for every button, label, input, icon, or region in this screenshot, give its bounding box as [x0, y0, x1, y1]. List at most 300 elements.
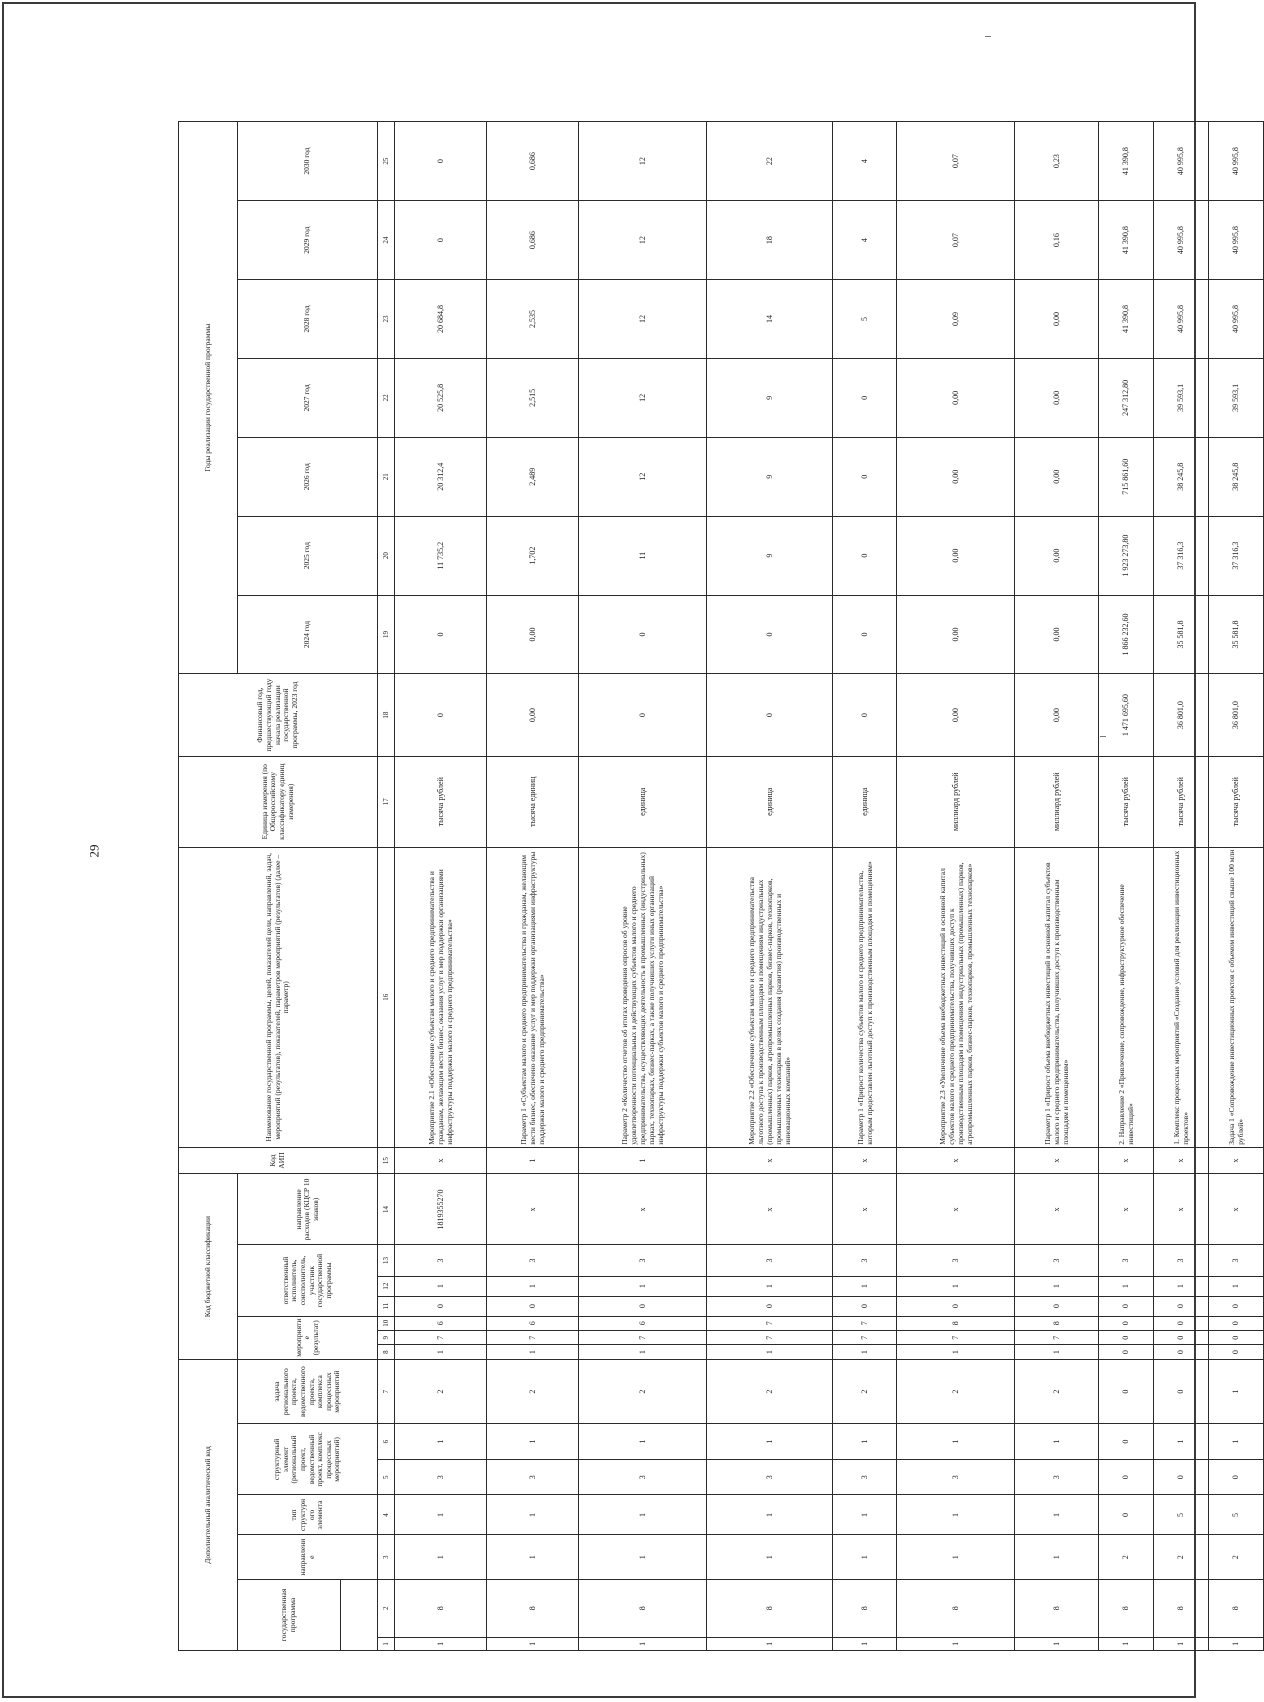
cell-struct-element-2: 1: [833, 1424, 897, 1460]
cell-year-value: 0,686: [487, 201, 579, 280]
cell-program: 8: [707, 1579, 833, 1637]
cell-year-value: 40 995,8: [1209, 201, 1264, 280]
cell-program: 8: [1099, 1579, 1154, 1637]
cell-struct-type: 1: [897, 1495, 1015, 1535]
cell-event-1: 1: [1015, 1345, 1099, 1359]
cell-year-value: 39 593,1: [1209, 358, 1264, 437]
cell-expense: х: [1209, 1174, 1264, 1245]
column-number: 10: [378, 1316, 395, 1330]
cell-year-value: 1 866 232,60: [1099, 595, 1154, 674]
header-program-blank: [341, 1579, 378, 1650]
cell-executor-1: 0: [487, 1296, 579, 1316]
cell-executor-1: 0: [395, 1296, 487, 1316]
cell-year-value: 38 245,8: [1154, 437, 1209, 516]
table-row: [707, 122, 833, 1651]
cell-year-value: 9: [707, 358, 833, 437]
cell-base-year: 36 801,0: [1154, 674, 1209, 756]
cell-struct-element: 3: [487, 1459, 579, 1495]
cell-name: Параметр 1 «Прирост количества субъектов малого и среднего предпринимательства, которым предоставлен льготный доступ к производственным площадям и помещениям»: [833, 847, 897, 1147]
cell-year-value: 0,00: [1015, 516, 1099, 595]
header-row-groups: [179, 122, 238, 1651]
cell-year-value: 41 390,8: [1099, 201, 1154, 280]
cell-event-3: 6: [395, 1316, 487, 1330]
column-number: 7: [378, 1359, 395, 1424]
cell-year-value: 1,702: [487, 516, 579, 595]
cell-program: 8: [1209, 1579, 1264, 1637]
cell-event-3: 7: [707, 1316, 833, 1330]
cell-year-value: 0: [395, 595, 487, 674]
cell-year-value: 41 390,8: [1099, 122, 1154, 201]
cell-base-year: 0,00: [897, 674, 1015, 756]
cell-struct-element-2: 1: [1209, 1424, 1264, 1460]
cell-year-value: 2,489: [487, 437, 579, 516]
cell-struct-element-2: 1: [1154, 1424, 1209, 1460]
cell-struct-type: 5: [1209, 1495, 1264, 1535]
column-number: 2: [378, 1579, 395, 1637]
table-row: [833, 122, 897, 1651]
cell-executor-1: 0: [1209, 1296, 1264, 1316]
cell-year-value: 0,07: [897, 122, 1015, 201]
cell-struct-type: 5: [1154, 1495, 1209, 1535]
header-unit: Единица измерения (по Общероссийскому классификатору единиц измерения): [179, 756, 378, 847]
page-number: 29: [86, 844, 102, 858]
cell-task: 2: [1015, 1359, 1099, 1424]
cell-name: 1. Комплекс процессных мероприятий «Создание условий для реализации инвестиционных проектов»: [1154, 847, 1209, 1147]
cell-year-value: 37 316,3: [1154, 516, 1209, 595]
cell-executor-1: 0: [897, 1296, 1015, 1316]
cell-event-2: 7: [897, 1331, 1015, 1345]
col-index: 1: [897, 1637, 1015, 1650]
cell-struct-element-2: 1: [1015, 1424, 1099, 1460]
cell-direction: 2: [1154, 1535, 1209, 1579]
column-number: 25: [378, 122, 395, 201]
cell-aip: х: [833, 1147, 897, 1174]
cell-direction: 1: [707, 1535, 833, 1579]
cell-executor-2: 1: [833, 1276, 897, 1296]
cell-base-year: 1 471 695,60: [1099, 674, 1154, 756]
column-number: 22: [378, 358, 395, 437]
cell-name: Задача 1 «Сопровождение инвестиционных проектов с объемом инвестиций свыше 100 млн рублей»: [1209, 847, 1264, 1147]
table-row: [1154, 122, 1209, 1651]
cell-year-value: 0,00: [1015, 280, 1099, 359]
cell-year-value: 9: [707, 516, 833, 595]
cell-year-value: 40 995,8: [1209, 280, 1264, 359]
cell-executor-3: 3: [1099, 1245, 1154, 1276]
cell-struct-element-2: 0: [1099, 1424, 1154, 1460]
cell-task: 2: [579, 1359, 707, 1424]
cell-executor-2: 1: [1209, 1276, 1264, 1296]
cell-program: 8: [833, 1579, 897, 1637]
cell-name: Параметр 1 «Прирост объема внебюджетных инвестиций в основной капитал субъектов малого и среднего предпринимательства, получивших доступ к производственным площадям и помещениям»: [1015, 847, 1099, 1147]
col-index: 1: [833, 1637, 897, 1650]
cell-year-value: 9: [707, 437, 833, 516]
cell-event-3: 6: [487, 1316, 579, 1330]
cell-struct-element: 0: [1209, 1459, 1264, 1495]
column-number: 13: [378, 1245, 395, 1276]
cell-executor-2: 1: [487, 1276, 579, 1296]
header-struct-type: тип структурного элемента: [238, 1495, 378, 1535]
column-number: 5: [378, 1459, 395, 1495]
cell-event-1: 1: [833, 1345, 897, 1359]
cell-struct-element-2: 1: [897, 1424, 1015, 1460]
cell-task: 2: [395, 1359, 487, 1424]
cell-year-value: 0: [833, 358, 897, 437]
cell-executor-3: 3: [707, 1245, 833, 1276]
cell-task: 2: [707, 1359, 833, 1424]
col-index: 1: [395, 1637, 487, 1650]
header-aip-code: Код АИП: [179, 1147, 378, 1174]
header-executor: ответственный исполнитель, соисполнитель, участник государственной программы: [238, 1245, 378, 1316]
cell-event-3: 7: [833, 1316, 897, 1330]
cell-direction: 2: [1209, 1535, 1264, 1579]
col-index: 1: [1015, 1637, 1099, 1650]
cell-event-2: 0: [1099, 1331, 1154, 1345]
cell-event-3: 0: [1154, 1316, 1209, 1330]
cell-direction: 1: [579, 1535, 707, 1579]
cell-struct-type: 1: [707, 1495, 833, 1535]
cell-executor-2: 1: [395, 1276, 487, 1296]
header-year-2024: 2024 год: [238, 595, 378, 674]
cell-direction: 1: [897, 1535, 1015, 1579]
cell-year-value: 2,515: [487, 358, 579, 437]
cell-year-value: 12: [579, 437, 707, 516]
cell-year-value: 0,00: [487, 595, 579, 674]
cell-executor-3: 3: [579, 1245, 707, 1276]
cell-event-2: 0: [1209, 1331, 1264, 1345]
cell-year-value: 0,07: [897, 201, 1015, 280]
cell-aip: 1: [487, 1147, 579, 1174]
header-task: задача регионального проекта, ведомственного проекта, комплекса процессных мероприятий: [238, 1359, 378, 1424]
cell-year-value: 0: [833, 437, 897, 516]
column-number: 15: [378, 1147, 395, 1174]
cell-task: 2: [897, 1359, 1015, 1424]
cell-struct-type: 1: [487, 1495, 579, 1535]
cell-name: Мероприятие 2.3 «Увеличение объема внебюджетных инвестиций в основной капитал субъектов малого и среднего предпринимательства, получивших доступ к производственным площадям и помещениям индустриальных (промышленных) парков, агропромышленных парков, бизнес-парков, технопарков, промышленных технопарков»: [897, 847, 1015, 1147]
header-analytic-code: Дополнительный аналитический код: [179, 1359, 238, 1650]
cell-expense: х: [707, 1174, 833, 1245]
cell-year-value: 35 581,8: [1209, 595, 1264, 674]
cell-year-value: 20 312,4: [395, 437, 487, 516]
cell-expense: х: [1154, 1174, 1209, 1245]
cell-struct-type: 1: [395, 1495, 487, 1535]
cell-task: 0: [1099, 1359, 1154, 1424]
table-row: [897, 122, 1015, 1651]
cell-struct-element: 0: [1154, 1459, 1209, 1495]
column-number: 6: [378, 1424, 395, 1460]
rotated-table-container: [178, 121, 1245, 1651]
cell-executor-2: 1: [897, 1276, 1015, 1296]
cell-executor-3: 3: [897, 1245, 1015, 1276]
cell-struct-element: 3: [833, 1459, 897, 1495]
header-base-year: Финансовый год, предшествующий году начала реализации государственной программы, 2023 год: [179, 674, 378, 756]
cell-struct-element: 3: [707, 1459, 833, 1495]
cell-executor-2: 1: [707, 1276, 833, 1296]
cell-name: 2. Направление 2 «Привлечение, сопровождение, инфраструктурное обеспечение инвестиций»: [1099, 847, 1154, 1147]
cell-program: 8: [395, 1579, 487, 1637]
cell-struct-type: 0: [1099, 1495, 1154, 1535]
program-table: [178, 121, 1264, 1651]
cell-struct-element: 3: [395, 1459, 487, 1495]
column-number: 4: [378, 1495, 395, 1535]
cell-unit: единица: [833, 756, 897, 847]
cell-aip: х: [897, 1147, 1015, 1174]
cell-year-value: 40 995,8: [1209, 122, 1264, 201]
cell-year-value: 18: [707, 201, 833, 280]
cell-year-value: 39 593,1: [1154, 358, 1209, 437]
column-number: 14: [378, 1174, 395, 1245]
cell-event-1: 1: [707, 1345, 833, 1359]
cell-year-value: 0,00: [897, 437, 1015, 516]
cell-direction: 1: [833, 1535, 897, 1579]
cell-expense: х: [897, 1174, 1015, 1245]
col-index: 1: [1209, 1637, 1264, 1650]
table-body: [395, 122, 1264, 1651]
cell-year-value: 0: [395, 201, 487, 280]
cell-year-value: 4: [833, 201, 897, 280]
cell-executor-2: 1: [1015, 1276, 1099, 1296]
scan-speck: [985, 36, 991, 37]
table-row: [1099, 122, 1154, 1651]
cell-year-value: 0,00: [1015, 595, 1099, 674]
cell-unit: единица: [707, 756, 833, 847]
cell-year-value: 40 995,8: [1154, 280, 1209, 359]
cell-task: 2: [833, 1359, 897, 1424]
cell-executor-3: 3: [1209, 1245, 1264, 1276]
cell-struct-element-2: 1: [579, 1424, 707, 1460]
header-year-2025: 2025 год: [238, 516, 378, 595]
cell-expense: х: [1015, 1174, 1099, 1245]
cell-base-year: 0,00: [487, 674, 579, 756]
col-index: 1: [1099, 1637, 1154, 1650]
cell-year-value: 0: [395, 122, 487, 201]
col-index: 1: [487, 1637, 579, 1650]
cell-year-value: 40 995,8: [1154, 122, 1209, 201]
cell-direction: 1: [395, 1535, 487, 1579]
cell-year-value: 0,16: [1015, 201, 1099, 280]
cell-aip: х: [707, 1147, 833, 1174]
cell-event-2: 7: [487, 1331, 579, 1345]
cell-base-year: 0,00: [1015, 674, 1099, 756]
cell-executor-3: 3: [395, 1245, 487, 1276]
cell-executor-1: 0: [1154, 1296, 1209, 1316]
column-number: 20: [378, 516, 395, 595]
cell-executor-1: 0: [833, 1296, 897, 1316]
header-program: государственная программа: [238, 1579, 341, 1650]
column-numbers-row: [378, 122, 395, 1651]
header-year-2030: 2030 год: [238, 122, 378, 201]
cell-name: Параметр 1 «Субъектам малого и среднего предпринимательства и гражданам, желающим вести бизнес, обеспечено оказание услуг и мер поддержки организациями инфраструктуры поддержки малого и среднего предпринимательства»: [487, 847, 579, 1147]
cell-executor-1: 0: [579, 1296, 707, 1316]
cell-base-year: 0: [707, 674, 833, 756]
cell-aip: 1: [579, 1147, 707, 1174]
cell-year-value: 35 581,8: [1154, 595, 1209, 674]
cell-struct-element-2: 1: [395, 1424, 487, 1460]
cell-direction: 1: [487, 1535, 579, 1579]
cell-event-1: 1: [897, 1345, 1015, 1359]
column-number: 1: [378, 1637, 395, 1650]
cell-struct-type: 1: [579, 1495, 707, 1535]
col-index: 1: [1154, 1637, 1209, 1650]
table-row: [487, 122, 579, 1651]
cell-event-1: 0: [1209, 1345, 1264, 1359]
column-number: 23: [378, 280, 395, 359]
table-row: [1209, 122, 1264, 1651]
cell-year-value: 11: [579, 516, 707, 595]
cell-struct-element-2: 1: [707, 1424, 833, 1460]
cell-unit: тысяча рублей: [1154, 756, 1209, 847]
header-year-2027: 2027 год: [238, 358, 378, 437]
cell-event-1: 1: [579, 1345, 707, 1359]
cell-program: 8: [1154, 1579, 1209, 1637]
cell-struct-element: 3: [1015, 1459, 1099, 1495]
cell-base-year: 0: [395, 674, 487, 756]
cell-year-value: 41 390,8: [1099, 280, 1154, 359]
cell-name: Мероприятие 2.2 «Обеспечение субъектам малого и среднего предпринимательства льготного доступа к производственным площадям и помещениям индустриальных (промышленных) парков, агропромышленных парков, бизнес-парков, технопарков, промышленных технопарков в целях создания (развития) производственных и инновационных компаний»: [707, 847, 833, 1147]
cell-year-value: 0,00: [897, 595, 1015, 674]
cell-unit: тысяча рублей: [1209, 756, 1264, 847]
cell-name: Мероприятие 2.1 «Обеспечение субъектам малого и среднего предпринимательства и гражданам, желающим вести бизнес, оказания услуг и мер поддержки организациями инфраструктуры поддержки малого и среднего предпринимательства»: [395, 847, 487, 1147]
cell-aip: х: [1209, 1147, 1264, 1174]
cell-aip: х: [395, 1147, 487, 1174]
cell-year-value: 37 316,3: [1209, 516, 1264, 595]
cell-year-value: 12: [579, 280, 707, 359]
cell-expense: х: [1099, 1174, 1154, 1245]
cell-event-3: 8: [897, 1316, 1015, 1330]
column-number: 9: [378, 1331, 395, 1345]
cell-name: Параметр 2 «Количество отчетов об итогах проведения опросов об уровне удовлетворенности потенциальных и действующих субъектов малого и среднего предпринимательства, осуществляющих деятельность в промышленных (индустриальных) парках, технопарках, бизнес-парках, а также получивших услуги иных организаций инфраструктуры поддержки субъектов малого и среднего предпринимательства»: [579, 847, 707, 1147]
cell-struct-type: 1: [1015, 1495, 1099, 1535]
cell-year-value: 0,23: [1015, 122, 1099, 201]
cell-year-value: 2,535: [487, 280, 579, 359]
cell-event-2: 7: [833, 1331, 897, 1345]
header-event: мероприятие (результат): [238, 1316, 378, 1359]
cell-year-value: 0,09: [897, 280, 1015, 359]
cell-event-1: 0: [1099, 1345, 1154, 1359]
cell-base-year: 0: [579, 674, 707, 756]
cell-event-3: 6: [579, 1316, 707, 1330]
cell-unit: миллиард рублей: [897, 756, 1015, 847]
column-number: 24: [378, 201, 395, 280]
cell-year-value: 0,00: [1015, 437, 1099, 516]
cell-base-year: 36 801,0: [1209, 674, 1264, 756]
cell-executor-1: 0: [1099, 1296, 1154, 1316]
cell-year-value: 0: [579, 595, 707, 674]
cell-base-year: 0: [833, 674, 897, 756]
cell-task: 1: [1209, 1359, 1264, 1424]
cell-struct-type: 1: [833, 1495, 897, 1535]
cell-program: 8: [1015, 1579, 1099, 1637]
cell-event-2: 7: [579, 1331, 707, 1345]
cell-year-value: 11 735,2: [395, 516, 487, 595]
cell-direction: 1: [1015, 1535, 1099, 1579]
cell-event-3: 0: [1099, 1316, 1154, 1330]
cell-struct-element: 3: [897, 1459, 1015, 1495]
cell-year-value: 5: [833, 280, 897, 359]
col-index: 1: [707, 1637, 833, 1650]
cell-event-1: 1: [395, 1345, 487, 1359]
cell-executor-3: 3: [1154, 1245, 1209, 1276]
cell-unit: миллиард рублей: [1015, 756, 1099, 847]
cell-executor-2: 1: [579, 1276, 707, 1296]
cell-expense: х: [579, 1174, 707, 1245]
column-number: 16: [378, 847, 395, 1147]
column-number: 21: [378, 437, 395, 516]
cell-event-2: 7: [707, 1331, 833, 1345]
cell-year-value: 20 684,8: [395, 280, 487, 359]
cell-year-value: 0: [833, 516, 897, 595]
cell-expense: х: [833, 1174, 897, 1245]
cell-event-3: 0: [1209, 1316, 1264, 1330]
cell-year-value: 0,00: [897, 516, 1015, 595]
cell-executor-1: 0: [1015, 1296, 1099, 1316]
cell-year-value: 4: [833, 122, 897, 201]
cell-event-1: 1: [487, 1345, 579, 1359]
cell-program: 8: [897, 1579, 1015, 1637]
cell-year-value: 0,686: [487, 122, 579, 201]
cell-expense: 1819355270: [395, 1174, 487, 1245]
cell-program: 8: [579, 1579, 707, 1637]
column-number: 11: [378, 1296, 395, 1316]
cell-struct-element-2: 1: [487, 1424, 579, 1460]
cell-unit: тысяча рублей: [395, 756, 487, 847]
cell-year-value: 715 861,60: [1099, 437, 1154, 516]
cell-year-value: 0,00: [1015, 358, 1099, 437]
column-number: 19: [378, 595, 395, 674]
cell-year-value: 1 923 273,80: [1099, 516, 1154, 595]
cell-aip: х: [1099, 1147, 1154, 1174]
header-budget-code: Код бюджетной классификации: [179, 1174, 238, 1359]
cell-unit: тысяча единиц: [487, 756, 579, 847]
cell-year-value: 40 995,8: [1154, 201, 1209, 280]
header-expense: направление расходов (КЦСР 10 знаков): [238, 1174, 378, 1245]
header-year-2028: 2028 год: [238, 280, 378, 359]
cell-executor-3: 3: [833, 1245, 897, 1276]
cell-year-value: 12: [579, 201, 707, 280]
column-number: 17: [378, 756, 395, 847]
cell-year-value: 247 312,80: [1099, 358, 1154, 437]
column-number: 3: [378, 1535, 395, 1579]
cell-task: 0: [1154, 1359, 1209, 1424]
cell-unit: тысяча рублей: [1099, 756, 1154, 847]
cell-direction: 2: [1099, 1535, 1154, 1579]
header-years-group: Годы реализации государственной программы: [179, 122, 238, 674]
cell-event-2: 7: [395, 1331, 487, 1345]
cell-event-3: 8: [1015, 1316, 1099, 1330]
cell-task: 2: [487, 1359, 579, 1424]
cell-year-value: 22: [707, 122, 833, 201]
cell-year-value: 12: [579, 358, 707, 437]
cell-program: 8: [487, 1579, 579, 1637]
cell-aip: х: [1154, 1147, 1209, 1174]
cell-executor-2: 1: [1154, 1276, 1209, 1296]
cell-year-value: 14: [707, 280, 833, 359]
table-row: [1015, 122, 1099, 1651]
table-row: [395, 122, 487, 1651]
cell-year-value: 0: [833, 595, 897, 674]
cell-struct-element: 0: [1099, 1459, 1154, 1495]
cell-year-value: 0: [707, 595, 833, 674]
header-direction: направление: [238, 1535, 378, 1579]
table-row: [579, 122, 707, 1651]
column-number: 12: [378, 1276, 395, 1296]
cell-aip: х: [1015, 1147, 1099, 1174]
cell-unit: единица: [579, 756, 707, 847]
cell-event-2: 0: [1154, 1331, 1209, 1345]
cell-expense: х: [487, 1174, 579, 1245]
header-name: Наименование государственной программы, целей, показателей цели, направлений, задач, мероприятий (результатов), показателей, параметров мероприятий (результатов) (далее – параметр): [179, 847, 378, 1147]
column-number: 8: [378, 1345, 395, 1359]
cell-year-value: 38 245,8: [1209, 437, 1264, 516]
